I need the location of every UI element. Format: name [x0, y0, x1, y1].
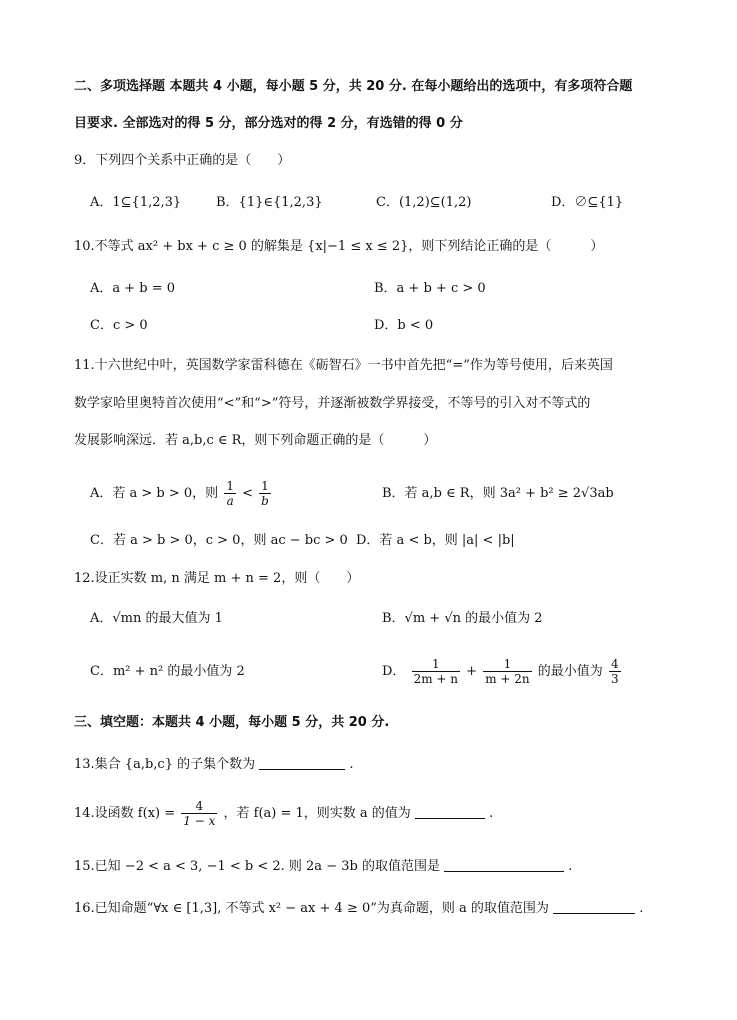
q15-line [0, 854, 737, 880]
q10-option-b: B．a + b + c > 0 [374, 281, 486, 296]
q16-text: 16.已知命题“∀x ∈ [1,3], 不等式 x² − ax + 4 ≥ 0”为真命题，则 a 的取值范围为 [74, 901, 549, 916]
q11-a-den1: a [224, 493, 236, 508]
q14-prefix: 14.设函数 f(x) = [74, 806, 176, 821]
q12-option-d [382, 655, 623, 689]
q12-options-ab [0, 606, 737, 632]
q11-line2 [0, 391, 737, 417]
q12-d-num3: 4 [610, 657, 619, 671]
q11-a-num2: 1 [261, 479, 269, 493]
q11-text-1: 11.十六世纪中叶，英国数学家雷科德在《砺智石》一书中首先把“=”作为等号使用，后来英国 [74, 358, 613, 373]
q12-options-cd [0, 655, 737, 689]
section2-text-2: 目要求. 全部选对的得 5 分，部分选对的得 2 分，有选错的得 0 分 [74, 116, 463, 131]
q9-option-b: B．{1}∈{1,2,3} [216, 195, 323, 210]
q11-text-3: 发展影响深远．若 a,b,c ∈ R，则下列命题正确的是（ ） [74, 433, 437, 448]
q11-options-cd [0, 528, 737, 554]
q9-options [0, 190, 737, 216]
section2-header-line1 [0, 74, 737, 100]
q11-a-num1: 1 [226, 479, 234, 493]
q14-content [74, 796, 493, 832]
q15-answer-blank[interactable] [444, 857, 564, 872]
q12-d-mid: 的最小值为 [537, 664, 603, 679]
q9-stem: 9．下列四个关系中正确的是（ ） [74, 153, 291, 168]
q9-option-a: A．1⊆{1,2,3} [90, 195, 182, 210]
q15-content [74, 854, 572, 880]
q10-options-ab [0, 276, 737, 302]
q10-option-d: D．b < 0 [374, 318, 434, 333]
q12-d-frac3 [609, 657, 621, 686]
q12-stem: 12.设正实数 m, n 满足 m + n = 2，则（ ） [74, 571, 360, 586]
q10-stem: 10.不等式 ax² + bx + c ≥ 0 的解集是 {x|−1 ≤ x ≤ 2}，则下列结论正确的是（ ） [74, 239, 604, 254]
section3-header [0, 710, 737, 736]
q12-d-num1: 1 [431, 657, 440, 671]
q11-a-den2: b [261, 494, 269, 508]
section2-header-line2 [0, 111, 737, 137]
q16-answer-blank[interactable] [553, 899, 635, 914]
q12-d-den2: m + 2n [485, 672, 530, 686]
q9-option-c: C．(1,2)⊆(1,2) [376, 195, 472, 210]
q14-suffix: ，若 f(a) = 1，则实数 a 的值为 [223, 806, 411, 821]
q14-den: 1 − x [183, 814, 216, 828]
q16-line [0, 896, 737, 922]
q15-text: 15.已知 −2 < a < 3, −1 < b < 2. 则 2a − 3b 的取值范围是 [74, 859, 440, 874]
q11-option-a-frac2 [259, 479, 271, 508]
q11-text-2: 数学家哈里奥特首次使用“<”和“>”符号，并逐渐被数学界接受，不等号的引入对不等式的 [74, 396, 591, 411]
q12-d-den3: 3 [610, 672, 619, 686]
q11-option-d: D．若 a < b，则 |a| < |b| [356, 533, 515, 548]
q14-answer-blank[interactable] [415, 804, 485, 819]
q11-option-a [90, 478, 273, 510]
q11-option-b: B．若 a,b ∈ R，则 3a² + b² ≥ 2√3ab [382, 486, 614, 501]
section2-text-1: 二、多项选择题 本题共 4 小题，每小题 5 分，共 20 分. 在每小题给出的选项中，有多项符合题 [74, 79, 633, 94]
q12-d-frac1 [412, 657, 460, 686]
q11-line1 [0, 353, 737, 379]
q14-num: 4 [195, 799, 204, 813]
q13-text: 13.集合 {a,b,c} 的子集个数为 [74, 757, 256, 772]
q12-option-b: B．√m + √n 的最小值为 2 [382, 611, 543, 626]
q9-stem-line [0, 148, 737, 174]
q11-options-ab [0, 478, 737, 510]
q9-option-d: D．∅⊆{1} [551, 195, 624, 210]
q16-content [74, 896, 643, 922]
q10-option-a: A．a + b = 0 [90, 281, 176, 296]
q12-d-frac2 [483, 657, 531, 686]
q13-answer-blank[interactable] [259, 755, 345, 770]
q11-line3 [0, 428, 737, 454]
q10-stem-line [0, 234, 737, 260]
q11-option-c: C．若 a > b > 0，c > 0，则 ac − bc > 0 [90, 533, 348, 548]
q12-d-den1: 2m + n [413, 672, 459, 686]
q13-end: . [349, 757, 354, 772]
q12-d-num2: 1 [503, 657, 512, 671]
q14-end: . [489, 806, 494, 821]
q10-options-cd [0, 313, 737, 339]
q12-d-prefix: D． [382, 664, 406, 679]
q10-option-c: C．c > 0 [90, 318, 148, 333]
q12-stem-line [0, 566, 737, 592]
q14-line [0, 796, 737, 832]
q11-option-a-frac1 [224, 479, 236, 508]
q13-line [0, 752, 737, 778]
q11-option-a-prefix: A．若 a > b > 0，则 [90, 486, 219, 501]
q12-option-a: A．√mn 的最大值为 1 [90, 611, 223, 626]
section3-title: 三、填空题：本题共 4 小题，每小题 5 分，共 20 分. [74, 715, 390, 730]
q15-end: . [568, 859, 573, 874]
q12-option-c: C．m² + n² 的最小值为 2 [90, 664, 245, 679]
q11-a-lt: < [242, 486, 254, 501]
q16-end: . [639, 901, 644, 916]
q14-frac [181, 799, 217, 828]
q12-d-plus: + [466, 664, 478, 679]
q13-content [74, 752, 354, 778]
